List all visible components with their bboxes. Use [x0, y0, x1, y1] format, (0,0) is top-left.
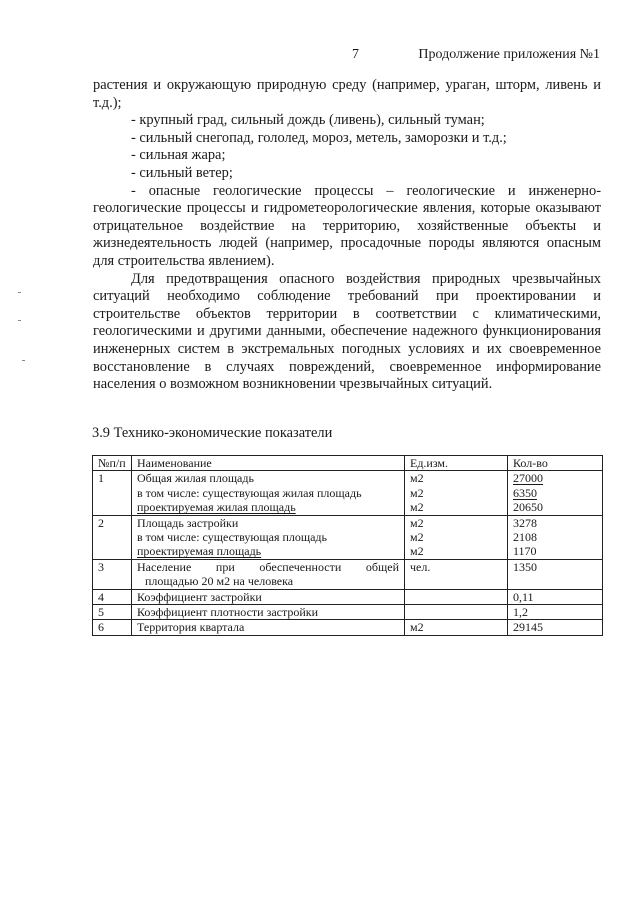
- table-header-row: [93, 456, 603, 471]
- cell-line: м2: [410, 515, 424, 530]
- cell-line: 1170: [513, 544, 537, 559]
- row-qty: 1350: [508, 559, 603, 589]
- table-row: [93, 559, 603, 589]
- cell-word: при: [215, 559, 235, 574]
- cell-word: Население: [137, 559, 192, 574]
- row-qty: 29145: [508, 620, 603, 635]
- row-unit: [405, 589, 508, 604]
- row-name: Коэффициент плотности застройки: [132, 605, 405, 620]
- row-name: Территория квартала: [132, 620, 405, 635]
- table-row: [93, 605, 603, 620]
- row-name: [132, 471, 405, 515]
- cell-line: проектируемая жилая площадь: [137, 500, 296, 515]
- bullet-snow: - сильный снегопад, гололед, мороз, метель, заморозки и т.д.;: [131, 129, 507, 146]
- cell-line: м2: [410, 485, 424, 500]
- cell-line: 6350: [513, 485, 537, 500]
- cell-line: [137, 560, 399, 574]
- table-row: [93, 620, 603, 635]
- bullet-wind: - сильный ветер;: [131, 164, 233, 181]
- row-num: 2: [93, 515, 132, 559]
- row-qty: 0,11: [508, 589, 603, 604]
- row-qty: 1,2: [508, 605, 603, 620]
- cell-line: м2: [410, 544, 424, 559]
- row-num: 5: [93, 605, 132, 620]
- table-row: [93, 471, 603, 515]
- cell-line: в том числе: существующая жилая площадь: [137, 485, 362, 500]
- header-qty: Кол-во: [508, 456, 603, 471]
- header-unit: Ед.изм.: [405, 456, 508, 471]
- cell-line: м2: [410, 471, 424, 486]
- cell-line: м2: [410, 500, 424, 515]
- row-num: 6: [93, 620, 132, 635]
- row-unit: [405, 605, 508, 620]
- row-unit: м2: [405, 620, 508, 635]
- bullet-heat: - сильная жара;: [131, 147, 226, 164]
- intro-line: растения и окружающую природную среду (например, ураган, шторм, ливень и т.д.);: [93, 77, 601, 111]
- header-name: Наименование: [132, 456, 405, 471]
- cell-line: площадью 20 м2 на человека: [145, 574, 294, 589]
- bullet-hail: - крупный град, сильный дождь (ливень), сильный туман;: [131, 112, 485, 129]
- row-name: [132, 515, 405, 559]
- row-num: 3: [93, 559, 132, 589]
- cell-word: обеспеченности: [259, 559, 342, 574]
- cell-line: Площадь застройки: [137, 515, 239, 530]
- table-row: [93, 589, 603, 604]
- row-num: 1: [93, 471, 132, 515]
- cell-word: общей: [365, 559, 399, 574]
- indicators-table: [92, 455, 603, 636]
- cell-line: Общая жилая площадь: [137, 471, 254, 486]
- geo-paragraph: - опасные геологические процессы – геологические и инженерно-геологические процессы и гидрометеорологические явления, которые оказывают отрицательное воздействие на территорию, хозяйственные объекты и жизнедеятельность людей (например, просадочные породы являются опасным для строительства явлением).: [93, 182, 601, 269]
- cell-line: 2108: [513, 530, 537, 545]
- cell-line: в том числе: существующая площадь: [137, 530, 328, 545]
- row-name: [132, 559, 405, 589]
- cell-line: 20650: [513, 500, 543, 515]
- row-unit: чел.: [405, 559, 508, 589]
- row-qty: [508, 471, 603, 515]
- row-unit: [405, 471, 508, 515]
- scan-mark: [22, 360, 25, 361]
- scan-mark: [18, 292, 21, 293]
- table-row: [93, 515, 603, 559]
- appendix-label: Продолжение приложения №1: [418, 47, 600, 62]
- section-title: 3.9 Технико-экономические показатели: [92, 425, 333, 441]
- row-num: 4: [93, 589, 132, 604]
- row-qty: [508, 515, 603, 559]
- row-unit: [405, 515, 508, 559]
- prevention-paragraph: Для предотвращения опасного воздействия природных чрезвычайных ситуаций необходимо соблюдение требований при проектировании и строительстве объектов территории в соответствии с климатическими, геологическими и другими данными, обеспечение надежного функционирования инженерных систем в экстремальных погодных условиях и их своевременное восстановление в случаях повреждений, своевременное информирование населения о возможном возникновении чрезвычайных ситуаций.: [93, 270, 601, 393]
- header-num: №п/п: [93, 456, 132, 471]
- scan-mark: [18, 320, 21, 321]
- cell-line: 27000: [513, 471, 543, 486]
- cell-line: м2: [410, 530, 424, 545]
- cell-line: проектируемая площадь: [137, 544, 262, 559]
- body-text: [93, 77, 601, 394]
- cell-line: 3278: [513, 515, 537, 530]
- row-name: Коэффициент застройки: [132, 589, 405, 604]
- page-number: 7: [352, 47, 359, 62]
